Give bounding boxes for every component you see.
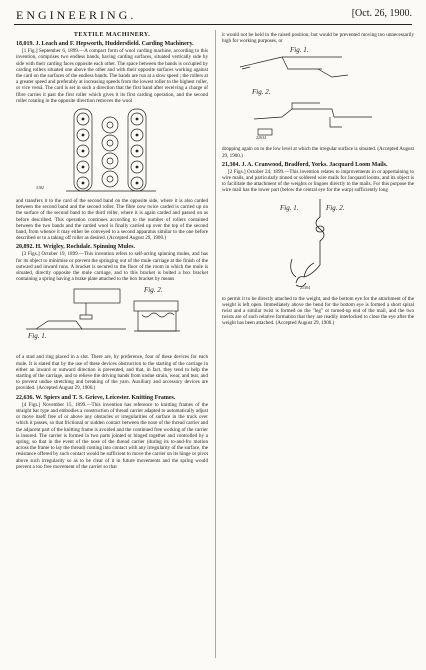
header-rule bbox=[14, 24, 412, 25]
figure-label-2: Fig. 2. bbox=[252, 88, 271, 97]
section-title: TEXTILE MACHINERY. bbox=[73, 32, 151, 38]
wire-mail-drawing bbox=[222, 197, 414, 293]
figure-thread-carrier bbox=[222, 47, 414, 143]
entry-heading-carding: 18,019. J. Leach and F. Hepworth, Huddersfield. Carding Machinery. bbox=[16, 41, 194, 48]
entry-body-mules-cont: of a stud and ring placed in a slot. There are, by preference, four of these devices for each mule. It is stated that by the use of these devices obstruction to the starting of the carriage in either an inward or outward direction is prevented, and that, in fact, they tend to help the starting of the carriage, and to relieve the driving bands from undue strain, wear, and tear, and to prevent undue stretching and breaking of the yarn. Auxiliary and accessory devices are provided. (Accepted August 29, 1900.) bbox=[16, 354, 208, 392]
entry-body-knitting-cont: it would not be held in the raised position, but would be prevented moving too unnecessarily high for working purposes, or bbox=[222, 32, 414, 45]
figure-label-1: Fig. 1. bbox=[28, 332, 47, 341]
issue-date: [Oct. 26, 1900. bbox=[351, 8, 412, 19]
figure-label-2: Fig. 2. bbox=[326, 203, 345, 212]
thread-carrier-drawing bbox=[222, 47, 414, 143]
entry-body-carding-cont: and transfers it to the card of the second band on the opposite side, where it is also carded between the second band and the second roller. The fibre now twice carded is carried up on the surface of the second band to the third roller, where it is again carded and passed on as before described. This operation continues according to the number of rollers contained between the two bands and the carded wool is finally carried up over the top of the second band, from whence it may either be conveyed to a second apparatus similar to the one before described or to a taking off roller as desired. (Accepted August 29, 1900.) bbox=[16, 198, 208, 242]
figure-label-1: Fig. 1. bbox=[290, 46, 309, 55]
mule-brake-drawing bbox=[16, 285, 208, 351]
figure-carding-machine bbox=[16, 107, 208, 195]
carding-machine-drawing bbox=[16, 107, 208, 195]
page-header bbox=[14, 8, 412, 24]
entry-heading-mules: 20,892. H. Wrigley, Rochdale. Spinning Mules. bbox=[16, 244, 135, 251]
figure-number: 21304 bbox=[300, 284, 310, 290]
figure-label-1: Fig. 1. bbox=[280, 203, 299, 212]
entry-body-carding: [1 Fig.] September 6, 1899.—A compact form of wool carding machine, according to this invention, comprises two endless bands, having carding surfaces, situated vertically side by side with their carding faces opposite each other. The space between the bands is occupied by carding rollers situated one above the other and with their opposite surfaces working against the card on the surfaces of the endless bands. The bands are run at a slow speed ; the rollers at a greater speed and preferably at increasing speeds from the lowest roller to the highest roller, or vice versâ. The card is set in such a direction that the first band after receiving a charge of fibre carries it past the first roller which gives it its first carding operation, and the second roller rotating in the opposite direction removes the wool bbox=[16, 48, 208, 104]
figure-label-2: Fig. 2. bbox=[144, 286, 163, 295]
entry-heading-jacquard: 21,304. J. A. Cranwood, Bradford, Yorks. Jacquard Loom Mails. bbox=[222, 161, 388, 168]
right-column bbox=[222, 32, 414, 329]
entry-body-knitting: [4 Figs.] November 15, 1899.—This invention has reference to knitting frames of the straight bar type and embodies a construction of thread carrier adapted to automatically adjust or move itself free of or above any obstacles or irregularities of surface in the track over which it passes, so that frictional or sudden contact between the nose of the thread carrier and the adjacent part of the knitting frame is avoided and the continued free working of the carrier is insured. The carrier is formed in two parts jointed or hinged together and controlled by a spring, so that in the event of the nose of the thread carrier (during its to-and-fro motion across the frame to lay the thread) coming into contact with any irregularity of the surface, the resistance offered by such contact would be sufficient to move the carrier on its hinge or pivot above such irregularity so as to be clear of it in future movements and the spring would prevent a too free movement of the carrier so that bbox=[16, 401, 208, 470]
figure-number: 22634 bbox=[256, 135, 266, 141]
entry-body-jacquard: [2 Figs.] October 24, 1899.—This invention relates to improvements in or appertaining to wire mails, and particularly tinned or soldered wire mails for Jacquard looms, and its object is to facilitate the attachment of the weights or lingoes directly to the mails. For this purpose the wire mail has the lower part (below the central eye for the warp) sufficiently long bbox=[222, 168, 414, 194]
entry-body-knitting-end: dropping again on to the low level at which the irregular surface is situated. (Accepted August 29, 1900.) bbox=[222, 146, 414, 159]
journal-title: ENGINEERING. bbox=[16, 8, 137, 22]
column-divider bbox=[215, 30, 216, 658]
entry-body-jacquard-cont: to permit it to be directly attached to the weight, and the bottom eye for the attachment of the weight is left open. Immediately above the bend for the bottom eye is formed a short spiral twist and a similar twist is formed on the "leg" or turned-up end of the mail, and the two twists are of such relative formation that they are readily interlocked to close the eye after the weight has been attached. (Accepted August 29, 1900.) bbox=[222, 295, 414, 327]
figure-wire-mail bbox=[222, 197, 414, 293]
figure-spinning-mule-brake bbox=[16, 285, 208, 351]
entry-body-mules: [3 Figs.] October 19, 1899.—This invention refers to self-acting spinning mules, and has for its object to minimise or prevent the springing out of the mule carriage at the finish of the outward and inward runs. A bracket is secured to the floor of the room in which the mule is situated, directly opposite the mule carriage, and to this bracket is bolted a box bracket containing a spring having a brake plate attached to the box bracket by means bbox=[16, 251, 208, 283]
entry-heading-knitting: 22,636. W. Spiers and T. S. Grieve, Leicester. Knitting Frames. bbox=[16, 394, 176, 401]
left-column bbox=[16, 32, 208, 472]
figure-number: 3182 bbox=[36, 185, 44, 191]
